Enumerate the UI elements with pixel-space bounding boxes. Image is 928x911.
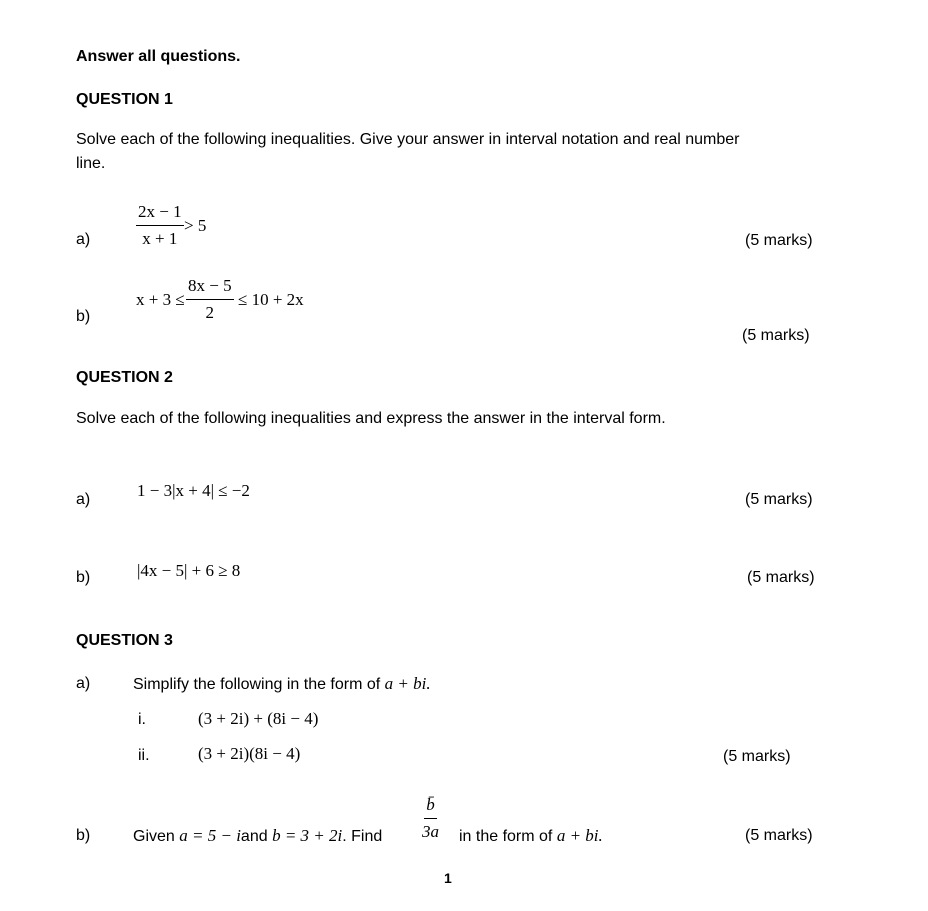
question-2-instruction: Solve each of the following inequalities and express the answer in the interval form.: [76, 410, 666, 427]
intro-instruction: Answer all questions.: [76, 48, 241, 65]
q3b-given-word: Given: [133, 828, 175, 845]
q1a-rhs: > 5: [184, 216, 207, 235]
q3b-label: b): [76, 827, 91, 844]
q1b-fraction: [186, 275, 234, 324]
q1a-denominator: x + 1: [142, 229, 178, 248]
q3b-numerator: b̄: [424, 794, 437, 819]
q3b-b-expression: b = 3 + 2i: [272, 826, 343, 845]
q1b-lhs: x + 3 ≤: [136, 290, 185, 309]
q3b-denominator: 3a: [422, 822, 439, 841]
q3b-given: [133, 826, 382, 847]
q2b-marks: (5 marks): [747, 569, 815, 586]
question-1-instruction-cont: line.: [76, 155, 106, 172]
q3a-label: a): [76, 675, 91, 692]
q3a-text: [133, 674, 431, 695]
q3b-find-word: . Find: [342, 828, 383, 845]
question-1-instruction: Solve each of the following inequalities. Give your answer in interval notation and real number: [76, 131, 740, 148]
q3b-and-word: and: [240, 828, 268, 845]
q2b-label: b): [76, 569, 91, 586]
q3a-item-label: i.: [138, 711, 146, 728]
q3b-fraction: [422, 794, 439, 843]
q1b-numerator: 8x − 5: [186, 275, 234, 300]
q3b-in-form-text: in the form of: [459, 828, 553, 845]
q2a-expression: 1 − 3|x + 4| ≤ −2: [137, 481, 250, 500]
q2b-expression: |4x − 5| + 6 ≥ 8: [137, 561, 241, 580]
question-1-title: QUESTION 1: [76, 91, 173, 108]
q2a-marks: (5 marks): [745, 491, 813, 508]
q1b-label: b): [76, 308, 91, 325]
page-number: 1: [444, 870, 452, 886]
q1a-numerator: 2x − 1: [136, 201, 184, 226]
question-2-title: QUESTION 2: [76, 369, 173, 386]
q1b-denominator: 2: [205, 303, 215, 322]
q3a-form: a + bi.: [384, 674, 431, 693]
q1a-label: a): [76, 231, 91, 248]
q3a-item-expression: (3 + 2i) + (8i − 4): [198, 709, 319, 728]
q3a-item-label: ii.: [138, 747, 150, 764]
q3a-marks: (5 marks): [723, 748, 791, 765]
q1b-marks: (5 marks): [742, 327, 810, 344]
q3b-marks: (5 marks): [745, 827, 813, 844]
q3b-form: a + bi.: [556, 826, 603, 845]
q3a-instruction: Simplify the following in the form of: [133, 676, 381, 693]
question-3-title: QUESTION 3: [76, 632, 173, 649]
q3a-item-expression: (3 + 2i)(8i − 4): [198, 744, 301, 763]
q3b-a-expression: a = 5 − i: [179, 826, 241, 845]
q1a-marks: (5 marks): [745, 232, 813, 249]
q2a-label: a): [76, 491, 91, 508]
q1b-rhs: ≤ 10 + 2x: [238, 290, 304, 309]
q1a-fraction: [136, 201, 184, 250]
q3b-in-form: [459, 826, 603, 847]
